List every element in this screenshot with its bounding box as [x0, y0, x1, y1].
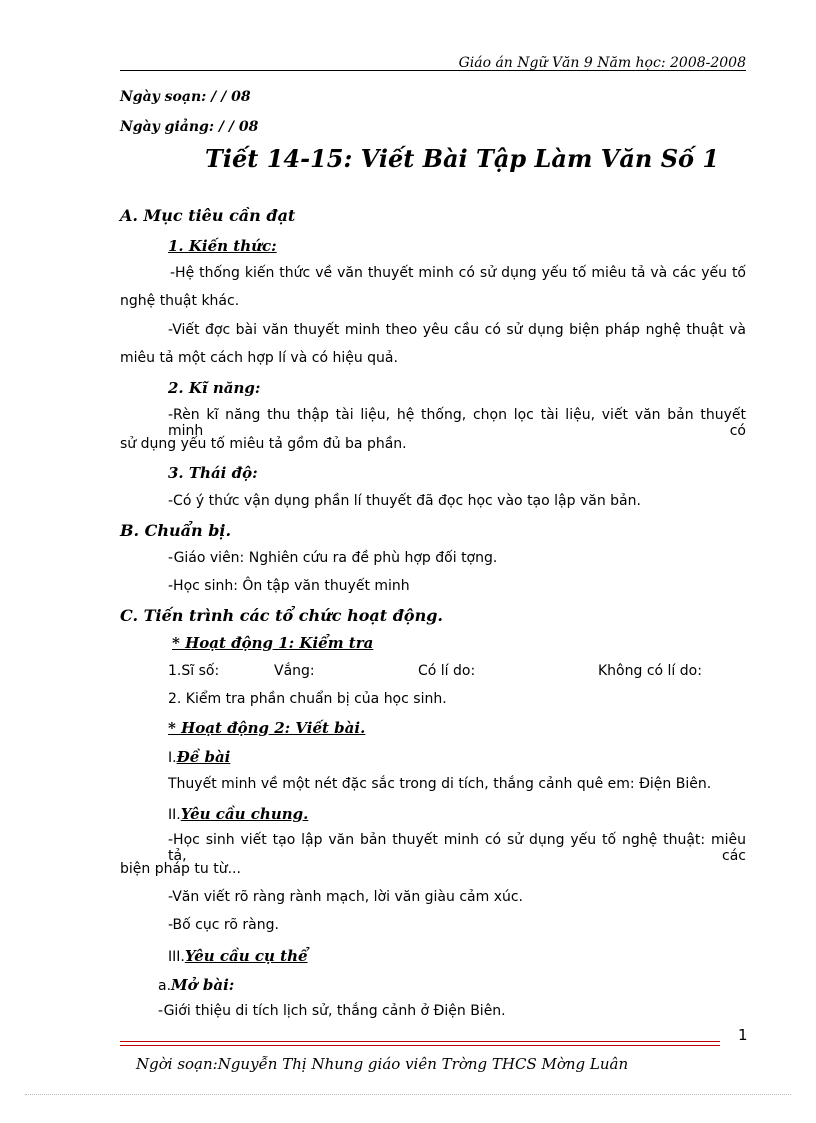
- page-title: Tiết 14-15: Viết Bài Tập Làm Văn Số 1: [205, 144, 720, 173]
- section-a-heading: A. Mục tiêu cần đạt: [120, 206, 296, 225]
- yeu-cau-cu-the-heading: [168, 946, 308, 965]
- section-c-heading: C. Tiến trình các tổ chức hoạt động.: [120, 606, 443, 625]
- section-b-heading: B. Chuẩn bị.: [120, 521, 232, 540]
- ki-nang-heading: 2. Kĩ năng:: [168, 379, 261, 397]
- footer-author: Ngời soạn:Nguyễn Thị Nhung giáo viên Trờng THCS Mờng Luân: [136, 1055, 629, 1073]
- yeu-cau-chung-number: II.: [168, 807, 181, 823]
- vang: Vắng:: [274, 663, 315, 679]
- de-bai-number: I.: [168, 750, 177, 766]
- kn-line2: sử dụng yếu tố miêu tả gồm đủ ba phần.: [120, 436, 407, 452]
- kiem-tra-line: 2. Kiểm tra phần chuẩn bị của học sinh.: [168, 691, 447, 707]
- ycc1-line2: biện pháp tu từ...: [120, 861, 241, 877]
- footer-rule: [120, 1041, 720, 1046]
- de-bai-text: Thuyết minh về một nét đặc sắc trong di tích, thắng cảnh quê em: Điện Biên.: [168, 776, 712, 792]
- ycc2-line: -Văn viết rõ ràng rành mạch, lời văn giàu cảm xúc.: [168, 889, 523, 905]
- kt2-line2: miêu tả một cách hợp lí và có hiệu quả.: [120, 350, 398, 366]
- hoat-dong-1: * Hoạt động 1: Kiểm tra: [172, 634, 374, 652]
- de-bai-label: Đề bài: [176, 748, 231, 766]
- mo-bai-letter: a.: [158, 978, 172, 994]
- de-bai-heading: [168, 747, 230, 766]
- kt1-line2: nghệ thuật khác.: [120, 293, 240, 309]
- ngay-soan: Ngày soạn: / / 08: [120, 89, 251, 105]
- thai-do-heading: 3. Thái độ:: [168, 464, 258, 482]
- yeu-cau-chung-heading: [168, 804, 308, 823]
- mo-bai-text: -Giới thiệu di tích lịch sử, thắng cảnh ở Điện Biên.: [158, 1003, 506, 1019]
- kien-thuc-heading: 1. Kiến thức:: [168, 237, 277, 255]
- kt2-line1: -Viết đợc bài văn thuyết minh theo yêu cầu có sử dụng biện pháp nghệ thuật và: [168, 322, 746, 338]
- page-edge-dots: [25, 1094, 791, 1095]
- td-line: -Có ý thức vận dụng phần lí thuyết đã đọc học vào tạo lập văn bản.: [168, 493, 641, 509]
- yeu-cau-cu-the-number: III.: [168, 949, 185, 965]
- si-so: 1.Sĩ số:: [168, 663, 220, 679]
- header-rule: [120, 70, 746, 71]
- ycc1-line1: -Học sinh viết tạo lập văn bản thuyết minh có sử dụng yếu tố nghệ thuật: miêu tả, các: [168, 832, 746, 864]
- khong-co-li-do: Không có lí do:: [598, 663, 702, 679]
- hoat-dong-2: * Hoạt động 2: Viết bài.: [168, 719, 366, 737]
- ycc3-line: -Bố cục rõ ràng.: [168, 917, 279, 933]
- co-li-do: Có lí do:: [418, 663, 476, 679]
- mo-bai-label: Mở bài:: [171, 976, 235, 994]
- giao-vien-line: -Giáo viên: Nghiên cứu ra đề phù hợp đối tợng.: [168, 550, 498, 566]
- kt1-line1: -Hệ thống kiến thức về văn thuyết minh có sử dụng yếu tố miêu tả và các yếu tố: [170, 265, 746, 281]
- yeu-cau-chung-label: Yêu cầu chung.: [180, 805, 309, 823]
- page-number: 1: [738, 1026, 748, 1044]
- page-header: Giáo án Ngữ Văn 9 Năm học: 2008-2008: [458, 55, 746, 71]
- kn-line1: -Rèn kĩ năng thu thập tài liệu, hệ thống, chọn lọc tài liệu, viết văn bản thuyết minh có: [168, 407, 746, 439]
- yeu-cau-cu-the-label: Yêu cầu cụ thể: [184, 947, 308, 965]
- ngay-giang: Ngày giảng: / / 08: [120, 119, 259, 135]
- mo-bai-heading: [158, 975, 234, 994]
- hoc-sinh-line: -Học sinh: Ôn tập văn thuyết minh: [168, 578, 410, 594]
